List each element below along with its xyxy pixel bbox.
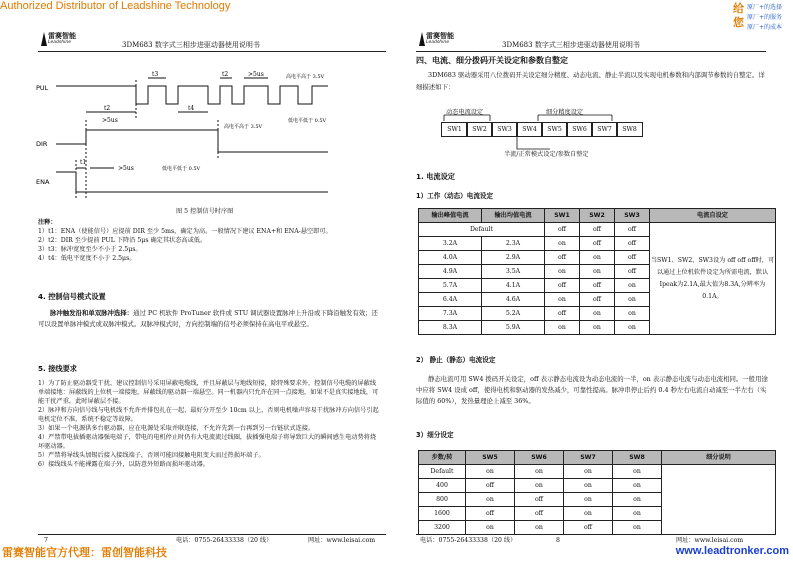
brand-char-1: 给 — [733, 2, 744, 15]
ena-waveform — [56, 172, 328, 192]
website-link[interactable]: www.leadtronker.com — [675, 545, 789, 557]
cell: off — [580, 223, 615, 237]
micro-note-cell — [662, 465, 776, 535]
left-page-number: 7 — [44, 537, 48, 544]
note-item: 3）t3：脉冲宽度至少不小于 2.5μs。 — [38, 246, 142, 253]
left-footer-rule — [38, 534, 386, 535]
cell: on — [615, 307, 650, 321]
note-item: 4）t4：低电平宽度不小于 2.5μs。 — [38, 255, 136, 262]
microstep-table — [418, 450, 776, 535]
dip-sw7: SW7 — [591, 122, 618, 137]
cell: 7.3A — [419, 307, 482, 321]
cell: off — [545, 307, 580, 321]
cell: off — [515, 493, 564, 507]
cell: on — [545, 265, 580, 279]
cell: 3.2A — [419, 237, 482, 251]
brand-char-2: 您 — [733, 16, 744, 29]
cell: 5.2A — [482, 307, 545, 321]
cell: Default — [419, 465, 466, 479]
cell: on — [515, 521, 564, 535]
cell: on — [613, 493, 662, 507]
cell: on — [466, 493, 515, 507]
logo-en: Leadshine — [48, 40, 71, 45]
leadshine-logo-right — [418, 31, 454, 53]
col-note: 电流自设定 — [650, 209, 776, 223]
col-peak: 输出峰值电流 — [419, 209, 482, 223]
logo-cn: 雷赛智能 — [426, 32, 454, 40]
right-section-title: 四、电流、细分拨码开关设定和参数自整定 — [416, 56, 568, 65]
cell: on — [564, 465, 613, 479]
label-t2: t2 — [104, 105, 111, 112]
right-footer-phone: 电话：0755-26433338（20 线） — [420, 537, 517, 544]
cell: off — [545, 279, 580, 293]
cell: on — [564, 493, 613, 507]
pul-waveform — [56, 86, 328, 104]
cell: off — [564, 521, 613, 535]
cell: 4.0A — [419, 251, 482, 265]
leadshine-logo-left — [40, 31, 76, 53]
table-row — [419, 465, 776, 479]
dip-label-bottom: 半流/正常模式设定/参数自整定 — [504, 151, 589, 158]
col-sw2: SW2 — [580, 209, 615, 223]
cell: on — [613, 507, 662, 521]
logo-en: Leadshine — [426, 40, 449, 45]
cell: 2.9A — [482, 251, 545, 265]
label-t3: t3 — [152, 71, 159, 78]
cell: off — [545, 223, 580, 237]
label-lo-pul: 低电平低于 0.5V — [288, 118, 327, 124]
cell: 800 — [419, 493, 466, 507]
cell: 5.7A — [419, 279, 482, 293]
official-agent-text: 雷赛智能官方代理：雷创智能科技 — [2, 547, 167, 559]
static-current-text: 静态电流可用 SW4 拨码开关设定，off 表示静态电流设为动态电流的一半，on 表示静态电流与动态电流相同。一般用途中应将 SW4 设成 off，使得电机和驱动器的发热减少，可靠性提高。脉冲串停止后约 0.4 秒左右电流自动减至一半左右（实际值的 60%），发热量理论上减至 36%。 — [416, 375, 768, 406]
figure-caption: 图 5 控制信号时序图 — [176, 208, 234, 215]
dip-label-current: 动态电流设定 — [446, 109, 484, 116]
logo-cn: 雷赛智能 — [48, 32, 76, 40]
label-dir: DIR — [36, 140, 48, 148]
sub1a-title: 1）工作（动态）电流设定 — [416, 192, 494, 200]
dip-sw4: SW4 — [516, 122, 543, 137]
right-header-rule — [416, 51, 766, 52]
wiring-item: 6）接线线头不能裸露在端子外，以防意外短路而损坏驱动器。 — [38, 461, 209, 468]
label-ena: ENA — [36, 178, 50, 186]
section4-title: 4. 控制信号模式设置 — [38, 292, 106, 301]
cell: off — [515, 507, 564, 521]
current-note: 当SW1、SW2、SW3设为 off off off时，可以通过上位机软件设定为所需电流，默认Ipeak为2.1A,最大值为8.3A,分辨率为 0.1A。 — [650, 223, 776, 335]
cell: off — [615, 237, 650, 251]
cell-default: Default — [419, 223, 545, 237]
cell: on — [466, 521, 515, 535]
logo-mark-icon — [418, 31, 426, 47]
col-sw1: SW1 — [545, 209, 580, 223]
section4-body — [38, 308, 382, 329]
cell: on — [580, 251, 615, 265]
label-lo-dir: 低电平低于 0.5V — [162, 166, 201, 172]
note-item: 2）t2：DIR 至少提前 PUL 下降沿 5μs 确定其状态高或低。 — [38, 237, 207, 244]
cell: 4.1A — [482, 279, 545, 293]
brand-line-3: 原厂+的成本 — [747, 24, 783, 31]
cell: 2.3A — [482, 237, 545, 251]
cell: off — [545, 251, 580, 265]
label-hi-dir: 高电平高于 3.5V — [224, 124, 263, 130]
section5-title: 5. 接线要求 — [38, 364, 77, 373]
cell: on — [545, 321, 580, 335]
cell: on — [515, 465, 564, 479]
right-page-number: 8 — [556, 537, 560, 544]
wiring-item: 4）严禁带电拔插驱动器强电端子，带电的电机停止时仍有大电流流过线圈，拔插强电端子将导致巨大的瞬间感生电动势将烧坏驱动器。 — [38, 434, 377, 450]
col-sw6: SW6 — [515, 451, 564, 465]
cell: on — [580, 265, 615, 279]
col-sw5: SW5 — [466, 451, 515, 465]
label-gt5-top: >5us — [248, 71, 264, 78]
cell: on — [545, 293, 580, 307]
brand-line-1: 原厂+的选择 — [747, 4, 783, 11]
wiring-item: 5）严禁将导线头加锡后接入接线端子，否则可能因接触电阻变大而过热损坏端子。 — [38, 452, 265, 459]
cell: 4.6A — [482, 293, 545, 307]
cell: on — [580, 321, 615, 335]
brand-badge — [731, 0, 791, 36]
cell: on — [580, 307, 615, 321]
cell: off — [580, 279, 615, 293]
sub1-title: 1. 电流设定 — [416, 172, 455, 181]
cell: off — [580, 293, 615, 307]
cell: off — [615, 251, 650, 265]
label-hi-pul: 高电平高于 3.5V — [286, 74, 325, 80]
cell: off — [466, 507, 515, 521]
right-footer-web: 网址：www.leisai.com — [676, 537, 744, 544]
cell: 5.9A — [482, 321, 545, 335]
section4-text: 通过 PC 机软件 ProTuner 软件或 STU 调试器设置脉冲上升沿或下降沿触发有效；还可以设置单脉冲模式或双脉冲模式。双脉冲模式时，方向控制端的信号必须保持在高电平或悬空。 — [38, 309, 378, 328]
cell: on — [613, 479, 662, 493]
cell: 1600 — [419, 507, 466, 521]
label-gt5-ena: >5us — [118, 165, 134, 172]
left-footer-web: 网址：www.leisai.com — [308, 537, 376, 544]
section5-list — [38, 379, 382, 469]
cell: 6.4A — [419, 293, 482, 307]
label-gt5-mid: >5us — [102, 117, 118, 124]
dip-sw8: SW8 — [616, 122, 643, 137]
cell: on — [615, 321, 650, 335]
label-pul: PUL — [36, 84, 49, 92]
dip-label-micro: 细分精度设定 — [546, 109, 584, 116]
wiring-item: 3）如果一个电源供多台驱动器，应在电源处采取并联连接，不允许先到一台再到另一台链状式连接。 — [38, 425, 315, 432]
cell: on — [613, 521, 662, 535]
cell: 3200 — [419, 521, 466, 535]
left-footer-phone: 电话：0755-26433338（20 线） — [176, 537, 273, 544]
cell: off — [580, 237, 615, 251]
label-t1: t1 — [80, 159, 87, 166]
cell: 3.5A — [482, 265, 545, 279]
right-intro: 3DM683 驱动器采用八位拨码开关设定细分精度、动态电流、静止半流以及实现电机参数和内部调节参数的自整定。详细描述如下： — [416, 71, 765, 91]
brand-line-2: 原厂+的服务 — [747, 14, 783, 21]
logo-mark-icon — [40, 31, 48, 47]
cell: on — [515, 479, 564, 493]
cell: off — [466, 479, 515, 493]
cell: 4.9A — [419, 265, 482, 279]
right-header-title: 3DM683 数字式三相步进驱动器使用说明书 — [502, 41, 640, 49]
col-sw3: SW3 — [615, 209, 650, 223]
label-t2-top: t2 — [222, 71, 229, 78]
cell: on — [613, 465, 662, 479]
dip-sw1: SW1 — [441, 122, 468, 137]
col-micro-note: 细分说明 — [662, 451, 776, 465]
cell: on — [545, 237, 580, 251]
col-sw8: SW8 — [613, 451, 662, 465]
col-avg: 输出均值电流 — [482, 209, 545, 223]
col-sw7: SW7 — [564, 451, 613, 465]
wiring-item: 2）脉冲和方向信号线与电机线不允许并排包扎在一起，最好分开至少 10cm 以上，否则电机噪声容易干扰脉冲方向信号引起电机定位不准，系统不稳定等故障。 — [38, 407, 379, 423]
cell: 8.3A — [419, 321, 482, 335]
table-row — [419, 223, 776, 237]
left-header-rule — [38, 51, 386, 52]
col-steps: 步数/转 — [419, 451, 466, 465]
cell: off — [615, 223, 650, 237]
note-item: 1）t1：ENA（使能信号）应提前 DIR 至少 5ms，确定为高。一般情况下建议 ENA+和 ENA-悬空即可。 — [38, 228, 332, 235]
cell: on — [615, 279, 650, 293]
notes-title: 注释： — [38, 219, 57, 226]
notes-block — [38, 218, 382, 263]
timing-diagram — [36, 60, 381, 206]
dip-sw6: SW6 — [566, 122, 593, 137]
dir-waveform — [56, 130, 328, 152]
current-table — [418, 208, 776, 335]
wiring-item: 1）为了防止驱动器受干扰，建议控制信号采用屏蔽电缆线，并且屏蔽层与地线短接，除特殊要求外，控制信号电缆的屏蔽线单端接地：屏蔽线的上位机一端接地，屏蔽线的驱动器一端悬空。同一机器内只允许在同一点接地，如果不是真实接地线，可能干扰严重，此时屏蔽层不接。 — [38, 380, 379, 405]
distributor-banner: Authorized Distributor of Leadshine Technology — [0, 0, 231, 12]
dip-sw3: SW3 — [491, 122, 518, 137]
sub1b-title: 2） 静止（静态）电流设定 — [416, 356, 496, 364]
left-header-title: 3DM683 数字式三相步进驱动器使用说明书 — [122, 41, 260, 49]
cell: 400 — [419, 479, 466, 493]
dip-sw5: SW5 — [541, 122, 568, 137]
cell: on — [615, 293, 650, 307]
cell: on — [466, 465, 515, 479]
label-t4: t4 — [188, 105, 195, 112]
cell: off — [615, 265, 650, 279]
sub1c-title: 3）细分设定 — [416, 431, 454, 439]
cell: on — [564, 479, 613, 493]
section4-label: 脉冲触发沿和单双脉冲选择： — [50, 309, 134, 317]
cell: on — [564, 507, 613, 521]
dip-sw2: SW2 — [466, 122, 493, 137]
right-footer-rule — [416, 534, 766, 535]
